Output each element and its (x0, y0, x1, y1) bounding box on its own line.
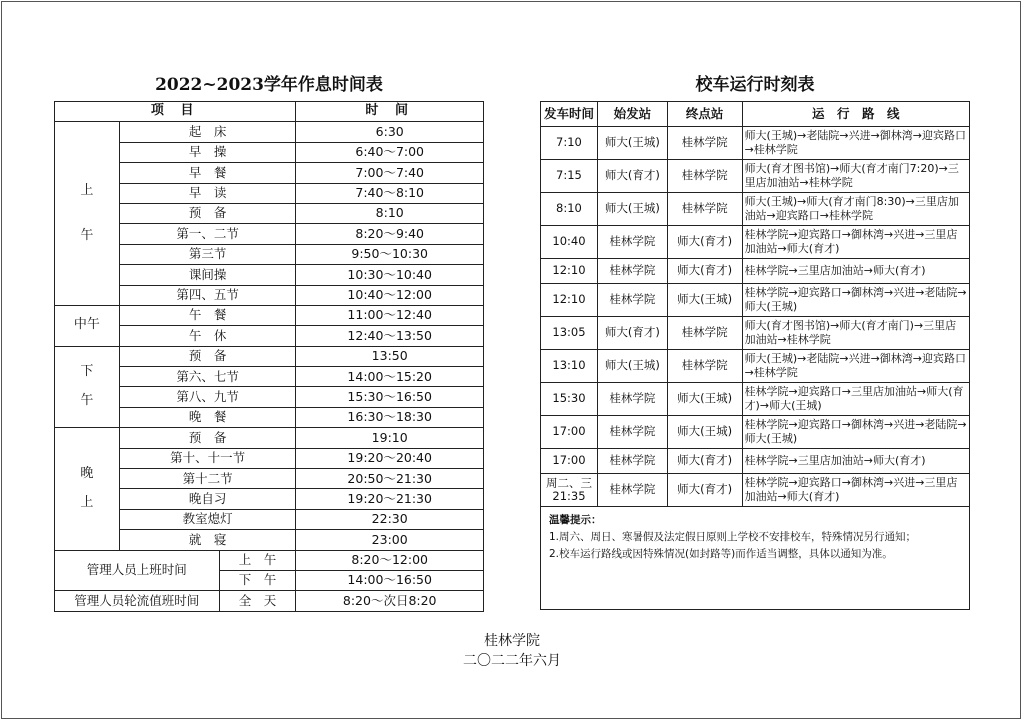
item-cell: 教室熄灯 (119, 509, 296, 529)
bus-header-row (541, 102, 970, 127)
table-row (55, 387, 484, 407)
item-cell: 晚 餐 (119, 407, 296, 427)
col-depart-header: 发车时间 (541, 102, 598, 127)
time-cell: 19:20～21:30 (296, 489, 484, 509)
item-cell: 午 休 (119, 326, 296, 346)
table-row (55, 448, 484, 468)
time-cell: 9:50～10:30 (296, 244, 484, 264)
duty-label: 管理人员轮流值班时间 (55, 591, 220, 611)
from-station: 师大(王城) (597, 350, 667, 383)
route-cell: 师大(育才图书馆)→师大(育才南门)→三里店加油站→桂林学院 (742, 317, 969, 350)
time-cell: 16:30～18:30 (296, 407, 484, 427)
item-cell: 预 备 (119, 346, 296, 366)
depart-time: 17:00 (541, 449, 598, 474)
time-cell: 12:40～13:50 (296, 326, 484, 346)
table-row (541, 193, 970, 226)
to-station: 师大(育才) (667, 226, 742, 259)
depart-time: 周二、三 21:35 (541, 474, 598, 507)
table-row (55, 367, 484, 387)
bus-table (540, 101, 970, 610)
from-station: 师大(育才) (597, 160, 667, 193)
item-cell: 第八、九节 (119, 387, 296, 407)
time-cell: 6:40～7:00 (296, 142, 484, 162)
col-time-header: 时 间 (296, 102, 484, 122)
table-row (55, 224, 484, 244)
depart-time: 12:10 (541, 259, 598, 284)
depart-time: 12:10 (541, 284, 598, 317)
to-station: 师大(王城) (667, 383, 742, 416)
time-cell: 7:40～8:10 (296, 183, 484, 203)
item-cell: 起 床 (119, 122, 296, 142)
table-row (541, 160, 970, 193)
group-noon: 中午 (55, 305, 120, 346)
col-to-header: 终点站 (667, 102, 742, 127)
table-row (55, 550, 484, 570)
col-route-header: 运 行 路 线 (742, 102, 969, 127)
route-cell: 桂林学院→三里店加油站→师大(育才) (742, 259, 969, 284)
group-label: 晚 (80, 465, 94, 481)
table-row (541, 127, 970, 160)
time-cell: 7:00～7:40 (296, 163, 484, 183)
time-cell: 23:00 (296, 530, 484, 550)
table-row (55, 183, 484, 203)
table-row (541, 474, 970, 507)
depart-time: 13:10 (541, 350, 598, 383)
group-label: 下 (80, 363, 94, 379)
item-cell: 午 餐 (119, 305, 296, 325)
group-label: 上 (80, 495, 94, 511)
time-cell: 8:10 (296, 203, 484, 223)
group-evening (55, 428, 120, 550)
duty-time: 8:20～次日8:20 (296, 591, 484, 611)
route-cell: 师大(王城)→老陆院→兴进→御林湾→迎宾路口→桂林学院 (742, 127, 969, 160)
table-row (55, 326, 484, 346)
table-row (55, 122, 484, 142)
depart-time: 13:05 (541, 317, 598, 350)
mgmt-label: 管理人员上班时间 (55, 550, 220, 591)
from-station: 桂林学院 (597, 226, 667, 259)
table-row (55, 428, 484, 448)
notes-line: 1.周六、周日、寒暑假及法定假日原则上学校不安排校车，特殊情况另行通知； (549, 530, 917, 543)
route-cell: 师大(王城)→老陆院→兴进→御林湾→迎宾路口→桂林学院 (742, 350, 969, 383)
from-station: 师大(育才) (597, 317, 667, 350)
table-row (541, 259, 970, 284)
route-cell: 师大(育才图书馆)→师大(育才南门7:20)→三里店加油站→桂林学院 (742, 160, 969, 193)
item-cell: 第一、二节 (119, 224, 296, 244)
from-station: 桂林学院 (597, 284, 667, 317)
item-cell: 第三节 (119, 244, 296, 264)
route-cell: 桂林学院→迎宾路口→御林湾→兴进→老陆院→师大(王城) (742, 284, 969, 317)
schedule-title: 2022~2023学年作息时间表 (155, 75, 383, 95)
table-row (541, 416, 970, 449)
item-cell: 早 读 (119, 183, 296, 203)
to-station: 师大(育才) (667, 474, 742, 507)
bus-title: 校车运行时刻表 (695, 75, 815, 95)
item-cell: 预 备 (119, 428, 296, 448)
item-cell: 第十二节 (119, 469, 296, 489)
to-station: 桂林学院 (667, 350, 742, 383)
item-cell: 第四、五节 (119, 285, 296, 305)
table-row (55, 407, 484, 427)
table-row (55, 591, 484, 611)
item-cell: 课间操 (119, 265, 296, 285)
time-cell: 19:20～20:40 (296, 448, 484, 468)
col-from-header: 始发站 (597, 102, 667, 127)
group-label: 午 (80, 227, 94, 243)
to-station: 师大(王城) (667, 416, 742, 449)
col-item-header: 项 目 (55, 102, 296, 122)
item-cell: 第六、七节 (119, 367, 296, 387)
table-row (55, 346, 484, 366)
time-cell: 19:10 (296, 428, 484, 448)
mgmt-am-label: 上 午 (219, 550, 296, 570)
to-station: 桂林学院 (667, 127, 742, 160)
depart-time: 10:40 (541, 226, 598, 259)
table-row (55, 305, 484, 325)
table-row (541, 350, 970, 383)
route-cell: 师大(王城)→师大(育才南门8:30)→三里店加油站→迎宾路口→桂林学院 (742, 193, 969, 226)
time-cell: 13:50 (296, 346, 484, 366)
item-cell: 就 寝 (119, 530, 296, 550)
group-morning (55, 122, 120, 306)
group-label: 午 (80, 393, 94, 409)
duty-span: 全 天 (219, 591, 296, 611)
table-row (55, 469, 484, 489)
depart-time: 17:00 (541, 416, 598, 449)
from-station: 桂林学院 (597, 449, 667, 474)
footer-date: 二〇二二年六月 (463, 653, 561, 669)
table-row (55, 265, 484, 285)
table-row (55, 244, 484, 264)
notes-cell (541, 507, 970, 610)
item-cell: 预 备 (119, 203, 296, 223)
to-station: 桂林学院 (667, 193, 742, 226)
table-row (541, 383, 970, 416)
table-row (55, 509, 484, 529)
route-cell: 桂林学院→迎宾路口→御林湾→兴进→老陆院→师大(王城) (742, 416, 969, 449)
route-cell: 桂林学院→迎宾路口→御林湾→兴进→三里店加油站→师大(育才) (742, 474, 969, 507)
schedule-header-row (55, 102, 484, 122)
to-station: 师大(育才) (667, 449, 742, 474)
from-station: 桂林学院 (597, 259, 667, 284)
table-row (55, 203, 484, 223)
time-cell: 22:30 (296, 509, 484, 529)
table-row (55, 142, 484, 162)
time-cell: 10:40～12:00 (296, 285, 484, 305)
item-cell: 晚自习 (119, 489, 296, 509)
route-cell: 桂林学院→三里店加油站→师大(育才) (742, 449, 969, 474)
mgmt-am-time: 8:20～12:00 (296, 550, 484, 570)
to-station: 桂林学院 (667, 317, 742, 350)
table-row (55, 285, 484, 305)
group-afternoon (55, 346, 120, 428)
time-cell: 6:30 (296, 122, 484, 142)
table-row (541, 317, 970, 350)
notes-line: 2.校车运行路线或因特殊情况(如封路等)而作适当调整，具体以通知为准。 (549, 547, 893, 560)
to-station: 桂林学院 (667, 160, 742, 193)
depart-time: 7:10 (541, 127, 598, 160)
time-cell: 20:50～21:30 (296, 469, 484, 489)
time-cell: 8:20～9:40 (296, 224, 484, 244)
notes-title: 温馨提示： (549, 514, 602, 526)
from-station: 桂林学院 (597, 474, 667, 507)
group-label: 上 (80, 182, 94, 198)
route-cell: 桂林学院→迎宾路口→御林湾→兴进→三里店加油站→师大(育才) (742, 226, 969, 259)
table-row (55, 163, 484, 183)
mgmt-pm-label: 下 午 (219, 570, 296, 590)
depart-time: 15:30 (541, 383, 598, 416)
from-station: 师大(王城) (597, 193, 667, 226)
to-station: 师大(王城) (667, 284, 742, 317)
table-row (55, 489, 484, 509)
item-cell: 第十、十一节 (119, 448, 296, 468)
time-cell: 15:30～16:50 (296, 387, 484, 407)
time-cell: 14:00～15:20 (296, 367, 484, 387)
item-cell: 早 餐 (119, 163, 296, 183)
notes-row (541, 507, 970, 610)
table-row (55, 530, 484, 550)
route-cell: 桂林学院→迎宾路口→三里店加油站→师大(育才)→师大(王城) (742, 383, 969, 416)
to-station: 师大(育才) (667, 259, 742, 284)
time-cell: 10:30～10:40 (296, 265, 484, 285)
table-row (541, 226, 970, 259)
depart-time: 8:10 (541, 193, 598, 226)
from-station: 桂林学院 (597, 383, 667, 416)
schedule-table (54, 101, 484, 612)
time-cell: 11:00～12:40 (296, 305, 484, 325)
depart-time: 7:15 (541, 160, 598, 193)
mgmt-pm-time: 14:00～16:50 (296, 570, 484, 590)
from-station: 桂林学院 (597, 416, 667, 449)
table-row (541, 284, 970, 317)
footer-school: 桂林学院 (484, 633, 540, 649)
from-station: 师大(王城) (597, 127, 667, 160)
item-cell: 早 操 (119, 142, 296, 162)
table-row (541, 449, 970, 474)
